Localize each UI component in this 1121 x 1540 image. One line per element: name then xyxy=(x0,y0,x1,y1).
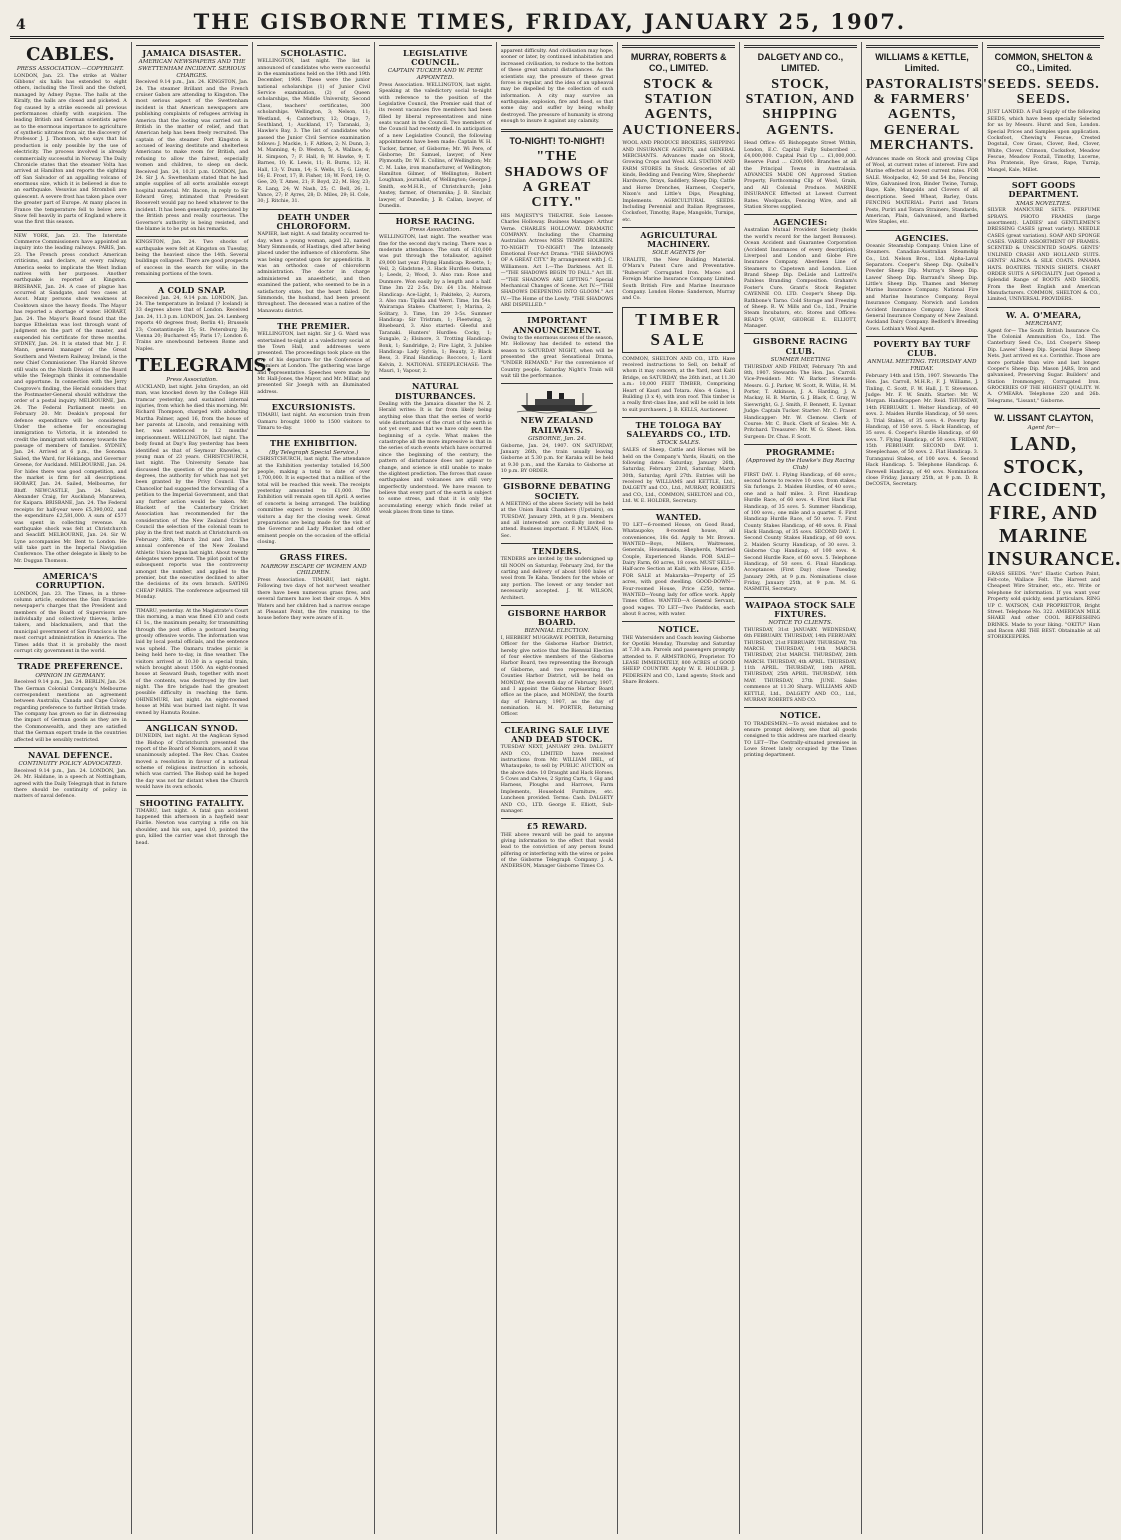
section-body: Owing to the enormous success of the season, Mr. Holloway has decided to extend the season to SATURDAY NIGHT, when will be presented the great Sensational Drama, "UNDER REMAND." For the convenience of Country people, Saturday Night's Train will wait till the performance. xyxy=(500,335,614,380)
section-title: AMERICA'S CORRUPTION. xyxy=(35,571,105,591)
section-title: GISBORNE RACING CLUB. xyxy=(753,336,848,356)
page-number: 4 xyxy=(16,17,26,33)
section-body: AUCKLAND, last night. John Graydon, an old man, was knocked down by the College Hill tramcar yesterday, and sustained internal injuries, from which he died this morning. Mr. Richard Thompson, charged with abducting Martha Palmer, aged 16, from the house of her parents at Lincoln, and remaining with her, was sentenced to 12 months' imprisonment. WELLINGTON, last night. The body found at Day's Bay yesterday has been identified as that of Seymour Knowles, a young man of 23 years. CHRISTCHURCH, last night. The University Senate has discussed the question of the proposal for degrees, the authority for which has not yet been granted by the Privy Council. The Chancellor had suggested the forwarding of a petition to the Imperial Government, and that any further action would be taken. Mr. Blackett of the Canterbury Cricket Association has recommended for the consideration of the New Zealand Cricket Council the selection of the colonial team to play in the first test match at Christchurch on February 28th, March 2nd and 3rd. The annual conference of the New Zealand Athletic Union began last night. About twenty delegates were present. The pilot point of the subsequent reports was the controversy amongst the number, and applied to the premier, but the executive declined to alter the decisions of its own branch. SAYING CHEAP FARES. The conference adjourned till Monday. xyxy=(135,384,249,601)
section-title: HORSE RACING. xyxy=(395,216,476,227)
timber-sale-heading: TIMBER SALE xyxy=(622,307,735,353)
section-rule xyxy=(136,795,249,796)
section-rule xyxy=(14,658,127,659)
section-rule xyxy=(257,209,370,210)
section-body: A MEETING of the above Society will be held at the Union Bank Chambers (Upstairs), on TUESDAY, January 29th, at 8 p.m. Members and all interested are cordially invited to attend. Business important. F. M'LEAN, Hon. Sec. xyxy=(500,501,614,539)
section-article xyxy=(379,213,492,375)
section-rule xyxy=(987,307,1100,308)
section-article xyxy=(136,720,249,792)
section-title: THE PREMIER. xyxy=(277,321,351,332)
section-article xyxy=(501,543,614,602)
section-body: Head Office: 65 Bishopsgate Street Within, London, E.C. Capital Fully Subscribed ... £4,000,000. Capital Paid Up ... £1,000,000. Reserve Fund ... £200,000. Branches at all the Principal Towns in Australasia. ADVANCES MADE ON Approved Station Property, Forthcoming Clip of Wool, Grain, and All Colonial Produce. MARINE INSURANCE Effected at Lowest Current Rates. Woolpacks, Fencing Wire, and all Station Stores supplied. xyxy=(744,141,857,210)
section-article xyxy=(501,818,614,870)
section-ad xyxy=(622,45,741,224)
section-title: GRASS FIRES. xyxy=(279,552,348,563)
section-body: Agent for— The South British Insurance Co. The Colonial Ammunition Co., Ltd. The Canterbury Seed Co., Ltd. Cooper's Sheep Dip. Lawes' Sheep Dip. Special Rope Sheep Nets. Just arrived ex s.s. Corinthic. Those are more portable than wire and last longer. Cooper's Sheep Dip. Mason JARS, Iron and galvanised, Preserving Sugar. Builders' and Station Ironmongery, Corrugated Iron. GROCERIES OF THE HIGHEST QUALITY. W. A. O'MEARA. Telephone 220 and 26b. Telegrams, "Lissant," Gisborne. xyxy=(987,328,1101,404)
section-body: Oceanic Steamship Company. Union Line of Steamers. Canadian-Australian Steamship Co., Ltd. Nelson Bros., Ltd. Alpha-Laval Separators. Cooper's Sheep Dip. Quibell's Powder Sheep Dip. Murray's Sheep Dip. Lawes' Sheep Dip. Barrand's Sheep Dip. Little's Sheep Dip. Thames and Mersey Marine Insurance Company. National Fire and Marine Insurance Company. Royal Insurance Company. Norwich and London Accident Insurance Company. Live Stock General Insurance Company of New Zealand. Auckland Dairy Company. Bedford's Breeding Cows. Lothian's Wool Agent. xyxy=(865,243,979,332)
section-article xyxy=(501,312,614,380)
section-body: KINGSTON, Jan. 24. Two shocks of earthquake were felt at Kingston on Tuesday, being the heaviest since the 14th. Several buildings collapsed. There are good prospects of success in the search for wills; in the remaining portions of the town. xyxy=(135,240,249,278)
section-title: AGRICULTURAL MACHINERY. xyxy=(640,230,718,250)
section-title: DEATH UNDER CHLOROFORM. xyxy=(276,211,351,231)
section-rule xyxy=(14,568,127,569)
section-body: Press Association. WELLINGTON, last night. Speaking at the valedictory social to-night with reference to the position of the Legislative Council, the Premier said that of its recent vacancies five members had been filled by liberal representatives and nine seats vacant in the Council. Two members of the Council had recently died. In anticipation of a new Legislative Council, the following appointments have been made: Captain W. H. Tucker, farmer, of Gisborne; Mr. Wi Pere, of Gisborne; Dr. Samuel, lawyer, of New Plymouth; Dr. W. E. Collins, of Wellington; Mr. C. M. Luke, iron manufacturer, of Wellington; Hamilton Gilmer, of Wellington; Robert Loughnan, journalist, of Wellington; George J. Smith, ex-M.H.R., of Christchurch; John Anstey, farmer, of Oteramika; J. B. Sinclair, lawyer, of Dunedin; J. B. Callan, lawyer, of Dunedin. xyxy=(379,82,492,209)
section-headline xyxy=(14,46,127,227)
section-article xyxy=(744,444,857,594)
section-timber xyxy=(622,307,735,414)
ad-heading: WILLIAMS & KETTLE, Limited. xyxy=(875,52,969,73)
section-body: CHRISTCHURCH, last night. The attendance at the Exhibition yesterday totalled 16,500 people, making a total to date of over 1,700,000. It is expected that a million of the total will be reached this week. The receipts yesterday amounted to £1,000. The Exhibition will remain open till April. A series of concerts is being arranged. The building committee expect to receive over 30,000 visitors a day for the closing week. Great preparations are being made for the visit of the Governor and Lady Plunket and other eminent people on the occasion of the official closing. xyxy=(257,457,371,546)
section-title: TENDERS. xyxy=(532,546,582,557)
section-ad xyxy=(744,45,857,211)
section-rule xyxy=(136,720,249,721)
column-3 xyxy=(253,42,375,1534)
section-subtitle: OPINION IN GERMANY. xyxy=(35,672,106,679)
section-rule xyxy=(622,509,735,510)
section-article xyxy=(136,605,249,717)
section-body: February 14th and 15th, 1907. Stewards: The Hon. Jas. Carroll, M.H.R.; F. J. Williams, J. Tinling, C. Scott, F. W. Hall, J. T. Stevenson. Judge: Mr. F. W. Smith. Starter: Mr. W. Morgan. Handicapper: Mr. Reid. THURSDAY, 14th FEBRUARY. 1. Welter Handicap, of 40 sovs. 2. Maiden Hurdle Handicap, of 50 sovs. 3. Trial Stakes, of 35 sovs. 4. Poverty Bay Handicap, of 150 sovs. 5. Hack Handicap, of 35 sovs. 6. Cooper's Hurdle Handicap, of 60 sovs. 7. Flying Handicap, of 50 sovs. FRIDAY, 15th FEBRUARY. SECOND DAY. 1. Steeplechase, of 50 sovs. 2. Flat Handicap. 3. Turanganui Stakes, of 100 sovs. 4. Second Hack Handicap. 5. Telephone Handicap. 6. Farewell Handicap, of 40 sovs. Nominations close Friday, January 25th, at 9 p.m. D. B. DeCOSTA, Secretary. xyxy=(865,373,979,488)
column-7 xyxy=(740,42,862,1534)
column-9 xyxy=(983,42,1121,1534)
section-rule xyxy=(744,333,857,334)
section-title: NEW ZEALAND RAILWAYS. xyxy=(520,415,594,435)
section-subtitle: (Approved by the Hawke's Bay Racing Club) xyxy=(745,458,855,471)
column-2 xyxy=(132,42,273,1534)
section-body: COMMON, SHELTON AND CO., LTD. Have received instructions to Sell, on behalf of whom it may concern, at the Yard, next Kaiti Bridge, on SATURDAY, the 26th inst., at 11.30 a.m.: 10,000 FEET TIMBER, Comprising Heart of Kauri and Totara. Also: 4 Gates, 1 Building (3 x 4), with iron roof. This timber is a really first-class line, and will be sold in lots to suit purchasers. J. B. KELLS, Auctioneer. xyxy=(622,356,736,413)
section-subtitle: SUMMER MEETING xyxy=(770,356,830,363)
section-article xyxy=(987,307,1100,405)
section-article xyxy=(379,378,492,516)
section-body: WELLINGTON, last night. Sir J. G. Ward was entertained to-night at a valedictory social at the Town Hall, and addresses were presented. The proceedings took place on the eve of his departure for the Conference of Premiers at London. The gathering was large and representative. Speeches were made by Mr. Hall-Jones, the Mayor, and Mr. Millar, and presented Sir Joseph with an illuminated address. xyxy=(257,332,371,395)
section-rule xyxy=(744,214,857,215)
section-article xyxy=(136,236,249,278)
masthead xyxy=(10,6,1104,39)
section-article xyxy=(622,417,735,505)
section-article xyxy=(501,45,614,126)
section-article xyxy=(14,230,127,566)
section-subtitle: BIENNIAL ELECTION. xyxy=(524,628,590,635)
section-body: GRASS SEEDS. "Arc" Elastic Carbon Paint, Felt-cote, Wallace Felt. The Harvest and Cheapest Wire Strainer, etc., etc. Write or telephone for information. If you want your Property sold quickly, send particulars. RING UP C. WATSON, CAB PROPRIETOR, Bright Street. Telephone No. 322. AMERICAN MILK SHAKE And other COOL REFRESHING DRINKS. Made to your liking. "OKITU" Ham and Bacon ARE THE BEST. Obtainable at all STOREKEEPERS. xyxy=(987,571,1101,641)
section-body: TO TRADESMEN.—To avoid mistakes and to ensure prompt delivery, see that all goods consigned to this address are marked clearly. TO LET—The Centrally-situated premises in Lowe Street lately occupied by the Times printing department. xyxy=(744,721,857,759)
section-subtitle: CAPTAIN TUCKER AND W. PERE APPOINTED. xyxy=(387,68,483,82)
section-subtitle: NARROW ESCAPE OF WOMEN AND CHILDREN. xyxy=(260,563,367,577)
section-rule xyxy=(257,549,370,550)
section-body: TUESDAY NEXT, JANUARY 29th. DALGETY AND CO., LIMITED have received instructions from Mr. WILLIAM IBEL, of Whataupoko, to sell by PUBLIC AUCTION on the above date: 10 Draught and Hack Horses, 5 Cows and Calves, 2 Spring Carts, 1 Gig and Harness, Ploughs and Harrows, Farm Implements, Household Furniture, etc. Luncheon provided. Terms: Cash. DALGETY AND CO., LTD. George E. Elliott, Sub-manager. xyxy=(500,745,614,814)
section-rule xyxy=(379,213,492,214)
section-rule xyxy=(744,444,857,445)
section-ad xyxy=(865,45,988,227)
section-rule xyxy=(501,383,614,384)
section-title: IMPORTANT ANNOUNCEMENT. xyxy=(512,315,602,335)
insurance-line: FIRE, AND xyxy=(989,501,1099,524)
section-rule xyxy=(257,435,370,436)
section-body: URALITE, the New Building Material. O'Mara's Patent Cure and Preventative. "Ruberoid" Corrugated Iron. Maceo and Foreign Marine Insurance Company Limited. South British Fire and Marine Insurance Company. London Home: Sanderson, Murray and Co. xyxy=(622,258,736,302)
section-rule xyxy=(257,399,370,400)
ad-top-rule xyxy=(622,45,735,48)
section-subtitle: CONTINUITY POLICY ADVOCATED. xyxy=(18,761,123,768)
ad-top-rule xyxy=(744,45,857,48)
section-rule xyxy=(866,230,979,231)
insurance-line: MARINE xyxy=(999,524,1089,547)
section-rule xyxy=(501,543,614,544)
section-subtitle: GISBORNE, Jan. 24. xyxy=(528,435,586,442)
ad-heading: MURRAY, ROBERTS & CO., LIMITED. xyxy=(630,52,727,73)
section-body: WELLINGTON, last night. The list is announced of candidates who were successful in the examinations held on the 19th and 19th December, 1906. These were the junior national scholarships (1) of Junior Civil Service examination, (2) of Queen scholarships, the Middle University, Second Class, teachers' certificates, 300 scholarships. Wellington, 3; Nelson, 11; Westland, 4; Canterbury, 12; Otago, 7; Southland, 1; Auckland, 17; Taranaki, 3; Hawke's Bay, 3. The list of candidates who passed the Junior Civil Service examination follows: J. Mackie, 1; F. Aitken, 2; N. Dunn, 3; M. Manning, 4; D. Weston, 5; A. Wallace, 6; H. Simpson, 7; F. Hall, 8; W. Hawke, 9; T. Barnes, 10; K. Lewis, 11; R. Burns, 12; H. Hall, 13; V. Dunn, 14; S. Wells, 15; G. Lister, 16; E. Frost, 17; B. Fisher, 18; W. Ford, 19; O. Gee, 20; T. Ames, 21; F. Boyd, 22; M. Hoy, 23; R. Lang, 24; W. Nash, 25; C. Bell, 26; L. Vance, 27; P. Ayres, 28; D. Miles, 29; H. Cole, 30; J. Ritchie, 31. xyxy=(257,59,371,205)
section-body: FIRST DAY. 1. Flying Handicap, of 60 sovs.; second horse to receive 10 sovs. from stakes. Six furlongs. 2. Maiden Hurdles, of 40 sovs.; one and a half miles. 3. First Handicap Hurdle Race, of 60 sovs. 4. First Hack Flat Handicap, of 35 sovs. 5. Summer Handicap, of 100 sovs.; one mile and a quarter. 6. First Handicap Hurdle Race, of 50 sovs. 7. First County Stakes Handicap, of 40 sovs. 8. Final Hack Handicap, of 35 sovs. SECOND DAY. 1. Second County Stakes Handicap, of 60 sovs. 2. Maiden Scurry Handicap, of 30 sovs. 3. Gisborne Cup Handicap, of 100 sovs. 4. Second Hurdle Race, of 60 sovs. 5. Telephone Handicap, of 50 sovs. 6. Final Handicap. Acceptances (First Day) close Tuesday, January 29th, at 9 p.m. Nominations close Friday, January 25th, at 9 p.m. M. G. NASMITH, Secretary. xyxy=(744,472,857,593)
section-rule xyxy=(744,597,857,598)
column-8 xyxy=(862,42,988,1534)
section-article xyxy=(136,45,249,233)
section-body: THE above reward will be paid to anyone giving information to the effect that would lead to the conviction of any person found pilfering or interfering with the wires or poles of the Gisborne Telegraph Company. J. A. ANDERSON, Manager Gisborne Times Co. xyxy=(500,832,614,870)
section-title: NAVAL DEFENCE. xyxy=(27,749,113,760)
section-article xyxy=(744,333,857,441)
section-title: THE TOLOGA BAY SALEYARDS CO., LTD. xyxy=(626,420,731,440)
section-subtitle: ANNUAL MEETING. THURSDAY AND FRIDAY. xyxy=(867,359,977,373)
section-rule xyxy=(136,45,249,46)
section-subtitle: Press Association. xyxy=(166,377,218,384)
section-body: JUST LANDED. A Full Supply of the following SEEDS, which have been specially Selected for us by Messrs. Hurst and Son, London. Special Prices and Samples upon application. Cocksfoot, Chewing's Fescue, Crested Dogstail, Cow Grass, Clover, Red, Clover, White, Clover, Crimson, Cocksfoot, Meadow Fescue, Meadow Foxtail, Timothy, Lucerne, Poa Pratensis, Rye Grass, Rape, Turnip, Mangel, Kale, Millet. xyxy=(987,110,1101,173)
columns-container xyxy=(10,42,1121,1534)
section-title: TRADE PREFERENCE. xyxy=(17,661,124,672)
ad-top-rule xyxy=(987,45,1100,48)
section-body: Press Association. TIMARU, last night. Following two days of hot nor'west weather there have been numerous grass fires, and several farmers have lost their crops. A Mrs Waters and her children had a narrow escape at Pleasant Point, the fire running to the house before they were aware of it. xyxy=(257,578,371,622)
section-title: NATURAL DISTURBANCES. xyxy=(394,381,476,401)
section-article xyxy=(257,549,370,622)
section-insurance xyxy=(987,408,1121,642)
section-body: SALES of Sheep, Cattle and Horses will be held on the Company's Yards, Hauiti, on the following dates: Saturday, January 26th, Saturday, February 23rd, Saturday, March 30th, Saturday, April 27th. Entries will be received by WILLIAMS and KETTLE, Ltd., DALGETY and CO., Ltd., MURRAY, ROBERTS and CO., Ltd., COMMON, SHELTON and CO., Ltd. W. E. HOLDER, Secretary. xyxy=(622,448,736,505)
section-rule xyxy=(501,818,614,819)
insurance-line: ACCIDENT, xyxy=(987,478,1107,501)
section-article xyxy=(501,722,614,816)
section-article xyxy=(744,597,857,705)
ad-heading: DALGETY AND CO., LIMITED. xyxy=(757,52,844,73)
section-title: GISBORNE DEBATING SOCIETY. xyxy=(503,481,611,501)
section-title: W. A. O'MEARA, xyxy=(1005,309,1082,320)
section-title: AGENCIES: xyxy=(773,217,828,228)
section-body: LONDON, Jan. 23. The strike at Walter Gibbons' six halls has extended to eight others, including the Tivoli and the Oxford, managed by Adney Payne. The halls at the Kiralfy, the halls are closed and picketed. A fog caused by a strike exceeds all previous performances chiefly with suspicion. The leading British and German scientists agree as to the enormous importance to agriculture of synthetic nitrates from air, the discovery of Professor J. J. Thomson, who says that his production is only possible by the use of electricity. The process involved is already commercially successful in Norway. The Daily Chronicle states that the steamer Volta has arrived at Hamilton and reports the sighting off San Salvador of an appalling volcano of enormous size, which it is believed is due to an earthquake. Vesuvius and Stromboli are quiescent. A severe frost has taken place over the greater part of Europe. At many places in France the temperature fell to below zero. Snow fell heavily in parts of England where it was the first this season. xyxy=(14,73,127,226)
section-article xyxy=(14,747,127,801)
section-body: TENDERS are invited by the undersigned up till NOON on Saturday, February 2nd, for the carting and delivery of about 1000 bales of wool from Te Kaha. Tenders for the whole or any portion. The lowest or any tender not necessarily accepted. J. W. WILSON, Architect. xyxy=(500,557,614,601)
section-body: SILVER MANICURE SETS. PERFUME SPRAYS. PHOTO FRAMES (large assortment). LADIES' and GENTLEMEN'S DRESSING CASES (great variety). NEEDLE CASES (great variation). SOAP AND SPONGE CASES. VARIED ASSORTMENT OF FRAMES. SCENTED & UNSCENTED SOAPS. GENTS' UNLINED CRASH AND HOLLAND SUITS. GENTS' ALPACA & SILK COATS. PANAMA HATS. BOATERS. TENNIS SHIRTS. CHART ORDER SUITS A SPECIALITY. Just Opened a Splendid Range of BOOTS AND SHOES, From the Best English and American Manufacturers. COMMON, SHELTON & CO., Limited, UNIVERSAL PROVIDERS. xyxy=(987,208,1101,303)
section-title: A COLD SNAP. xyxy=(157,284,227,295)
section-title: THE EXHIBITION. xyxy=(270,438,358,449)
section-title: EXCURSIONISTS. xyxy=(271,402,356,412)
section-body: TIMARU, last night. An excursion train from Oamaru brought 1000 to 1500 visitors to Timaru to-day. xyxy=(257,413,371,431)
section-headline: TELEGRAMS. xyxy=(135,355,273,377)
section-rule xyxy=(501,312,614,313)
section-subtitle: STOCK SALES. xyxy=(656,440,701,447)
section-body: TO LET—6-roomed House, on Good Road, Whataupoko; 8-roomed house, all conveniences, 18s 6d. Apply to Mr. Brown. WANTED—Boys, Millers, Waitresses, Generals, Housemaids, Shepherds, Married Couple, Experienced Hands. FOR SALE—Dairy Farm, 60 acres, 18 cows. MUST SELL—Half-acre Section at Kaiti, with House, £350. FOR SALE at Makaraka—Property of 25 acres, with good dwelling. GOOD-DOWN—Four-roomed House, Price £250, terms. WANTED—Young lady for office work. Apply Times Office. WANTED—A General Servant, good wages. TO LET—Two Paddocks, each about 8 acres, with water. xyxy=(622,522,736,617)
section-rule xyxy=(987,408,1100,409)
section-article xyxy=(622,227,735,303)
section-body: HIS MAJESTY'S THEATRE. Sole Lessee: Charles Holloway. Business Manager: Arthur Verne. CHARLES HOLLOWAY. DRAMATIC COMPANY. Including the Charming Australian Actress MISS TEMPE HOLBEIN. TO-NIGHT! TO-NIGHT! The Intensely Emotional Four-Act Drama: "THE SHADOWS OF A GREAT CITY." By arrangement with J. C. Williamson. Act I.—The Darkness. Act II.—"THE SHADOWS BEGIN TO FALL." Act III.—"THE SHADOWS ARE LIFTING." Special Mechanical Changes of Scene. Act IV.—"THE SHADOWS DEEPENING INTO GLOOM." Act IV.—The Home of the Lowly. "THE SHADOWS ARE DISPELLED." xyxy=(500,213,614,309)
section-rule xyxy=(379,45,492,46)
section-ship xyxy=(501,383,614,475)
section-body: LONDON, Jan. 23. The Times, in a three-column article, endorses the San Francisco newspaper's charges that the President and members of the Board of Supervisors are individually and collectively thieves, bribe-takers, and blackmailers, and that the municipal government of San Francisco is the most corrupt administration in America. The Times adds that it is probably the most corrupt city government in the world. xyxy=(14,591,127,654)
section-article xyxy=(379,45,492,210)
section-rule xyxy=(501,45,614,46)
section-headline: CABLES. xyxy=(26,44,115,65)
section-article xyxy=(257,318,370,396)
section-article xyxy=(622,621,735,686)
section-subtitle: NOTICE TO CLIENTS. xyxy=(768,620,833,627)
section-subtitle: AMERICAN NEWSPAPERS AND THE SWETTENHAM INCIDENT. SERIOUS CHARGES. xyxy=(138,59,246,79)
section-subtitle: XMAS NOVELTIES. xyxy=(1015,200,1072,207)
ad-banner: "THE SHADOWS OF A GREAT CITY." xyxy=(504,149,610,211)
section-title: LEGISLATIVE COUNCIL. xyxy=(402,48,468,68)
section-rule xyxy=(622,621,735,622)
section-article xyxy=(866,336,979,489)
ad-heading: COMMON, SHELTON & CO., Limited. xyxy=(994,52,1093,73)
section-rule xyxy=(622,227,735,228)
section-article xyxy=(136,282,249,354)
section-article xyxy=(14,658,127,744)
section-body: Gisborne, Jan. 24, 1907. ON SATURDAY, January 26th, the train usually leaving Gisborne at 5.30 p.m. for Karaka will be held at 9.30 p.m., and the Karaka to Gisborne at 10 p.m. BY ORDER. xyxy=(500,443,614,475)
section-title: SCHOLASTIC. xyxy=(280,48,347,58)
section-title: SHOOTING FATALITY. xyxy=(139,797,245,808)
section-rule xyxy=(866,336,979,337)
section-rule xyxy=(987,177,1100,178)
ad-heading: TO-NIGHT! TO-NIGHT! xyxy=(509,135,605,146)
section-title: SOFT GOODS DEPARTMENT. xyxy=(1008,180,1079,200)
section-article xyxy=(622,509,735,619)
section-rule xyxy=(257,318,370,319)
section-body: Australian Mutual Provident Society (holds the world's record for the largest Bonuses). Ocean Accident and Guarantee Corporation (Accident Insurances of every description). Liverpool and London and Globe Fire Insurance Company. Aberdeen Line of Steamers to Capetown and London. Lion Brand Sheep Dip. DeLisle and Luttrell's Painless Branding Composition. Graham's Foster's Cure. Grant's Stock Register. CAYENNE CO. LTD. Cooper's Sheep Dip. Rathbone's Tarno. Cold Storage and Freezing of Sheep. R. W. Mills and Co., Ltd., Prairie Steam Incubators, etc. Stores and Offices: READ'S QUAY, GEORGE E. ELLIOTT, Manager. xyxy=(744,228,857,330)
section-article xyxy=(866,230,979,333)
section-title: PROGRAMME: xyxy=(765,447,835,458)
section-subtitle: SOLE AGENTS for xyxy=(652,250,706,257)
section-body: THURSDAY AND FRIDAY, February 7th and 8th, 1907. Stewards: The Hon. Jas. Carroll. Vice-President: Mr. W. Barker. Stewards: Messrs. G. J. Parker, W. Scott, R. Willis, H. M. Porter, T. Atkinson, J. A. Harding, J. A. Mackay, H. B. Martin, G. J. Black, C. Gray, W. Sievwright, G. J. Smith, F. Bennett, E. Lysnar. Judge: Captain Tucker. Starter: Mr. C. Fraser. Handicapper: Mr. W. Clemow. Clerk of Course: Mr. C. Buck. Clerk of Scales: Mr. A. Pritchard. Treasurer: Mr. W. G. Sheet. Hon. Surgeon: Dr. Chas. F. Scott. xyxy=(744,364,857,440)
section-article xyxy=(257,435,370,546)
column-4 xyxy=(375,42,497,1534)
section-headline xyxy=(135,355,273,601)
section-rule xyxy=(14,747,127,748)
section-subtitle: MERCHANT, xyxy=(1025,321,1063,328)
section-subtitle: Press Association. xyxy=(409,227,462,234)
section-rule xyxy=(501,722,614,723)
section-body: TIMARU, yesterday. At the Magistrate's Court this morning, a man was fined £10 and costs £1 1s., the maximum penalty, for transmitting through the post office a postcard bearing grossly offensive words. The information was laid by local postal officials, and the sentence was upheld. The Oamaru trades picnic is being held here to-day, in fine weather. The visitors arrived at 10.30 in a special train, which brought about 1500. An eight-roomed house at Seaward Bush, together with most of the contents, was destroyed by fire last night. The fire brigade had the greatest possible difficulty in reaching the farm. OHINEMURI, last night. An eight-roomed house at Mihi was burned last night. It was owned by Hamuta Rouine. xyxy=(135,608,249,716)
section-body: I, HERBERT MUGGRAVE PORTER, Returning Officer for the Gisborne Harbor District, hereby give notice that the Biennial Election of four elective members of the Gisborne Harbor Board, two representing the Borough of Gisborne, and two representing the Counties Harbor District, will be held on MONDAY, the seventh day of February, 1907, and I appoint the Gisborne Harbor Board office as the place, and MONDAY, the fourth day of February, 1907, as the day of nomination. H. M. PORTER, Returning Officer. xyxy=(500,635,614,718)
section-rule xyxy=(501,478,614,479)
ad-banner: PASTORALISTS' & FARMERS' AGENTS, GENERAL MERCHANTS. xyxy=(865,76,988,154)
section-rule xyxy=(622,417,735,418)
section-body: apparent difficulty. And civilisation may hope, sooner or later, by continued inhabitation and increased civilisation, to reduce to the bottom of these great natural disturbances. As the scientists say, the pressure of these great forces is regular, and the idea of an upheaval may be dispelled by the collection of such information. A city may survive an earthquake, explosion, fire and flood, so that some day and suffer by being wholly destroyed. The pressure of humanity is strong enough to insure it against any calamity. xyxy=(500,49,614,125)
section-rule xyxy=(744,707,857,708)
steamship-icon xyxy=(517,387,597,413)
section-title: NOTICE. xyxy=(658,624,700,635)
section-article xyxy=(14,568,127,655)
column-1 xyxy=(10,42,132,1534)
section-title: AGENCIES. xyxy=(895,232,949,243)
section-body: Received Jan. 24, 9.14 p.m. LONDON, Jan. 24. The temperature in Ireland (? Iceland) is 33 degrees above that of London. Received Jan. 24, 11.3 p.m. LONDON, Jan. 24. Lemberg reports 40 degrees frost; Berlin 41; Brussels 23; Constantinople 15; St. Petersburg 28; Vienna 20; Bucharest 45; Paris 17; London 6. Trains are snowbound between Rome and Naples. xyxy=(135,295,249,352)
insurance-agent-label: Agent for— xyxy=(1027,425,1060,432)
newspaper-title: THE GISBORNE TIMES, FRIDAY, JANUARY 25, 1907. xyxy=(193,9,907,34)
column-6 xyxy=(618,42,740,1534)
section-article xyxy=(136,795,249,847)
section-title: NOTICE. xyxy=(779,710,822,721)
insurance-line: INSURANCE. xyxy=(987,547,1121,570)
section-rule xyxy=(136,605,249,606)
ad-top-rule xyxy=(501,129,614,132)
section-rule xyxy=(257,45,370,46)
section-body: NAPIER, last night. A sad fatality occurred to-day, when a young woman, aged 22, named Mary Simmonds, of Hastings, died after being placed under the influence of chloroform. She was being operated upon for appendicitis. It was an orthodox case of chloroform administration. The doctor in charge administered an anaesthetic, and then examined the patient, who seemed to be in a satisfactory state, but the heart failed. Dr. Simmonds, the husband, had been present throughout. The deceased was a native of the Manawatu district. xyxy=(257,232,371,314)
insurance-line: STOCK, xyxy=(1003,455,1085,478)
section-article xyxy=(744,214,857,330)
section-body: Received 9.14 p.m., Jan. 24. LONDON, Jan. 24. Mr. Haldane, in a speech at Nottingham, agreed with the Daily Telegraph that in future there should be continuity of policy in matters of naval defence. xyxy=(14,768,127,800)
section-article xyxy=(987,177,1100,304)
section-title: ANGLICAN SYNOD. xyxy=(145,722,239,733)
section-title: WANTED. xyxy=(655,511,702,522)
ad-banner: STOCK & STATION AGENTS, AUCTIONEERS. xyxy=(622,76,741,138)
section-title: JAMAICA DISASTER. xyxy=(142,48,242,58)
section-rule xyxy=(136,236,249,237)
section-article xyxy=(257,209,370,315)
section-title: WAIPAOA STOCK SALE FIXTURES. xyxy=(745,599,856,619)
section-title: CLEARING SALE LIVE AND DEAD STOCK. xyxy=(504,724,610,745)
insurance-agent-name: W. LISSANT CLAYTON, xyxy=(994,413,1094,424)
section-rule xyxy=(501,605,614,606)
section-article xyxy=(257,399,370,432)
insurance-line: LAND, xyxy=(1010,432,1078,455)
section-article xyxy=(501,478,614,540)
section-body: Dealing with the Jamaica disaster the N. Z. Herald writes: It is far from likely being anything else than that the series of world-wide disturbances of the crust of the earth is not yet over, and that we have only seen the beginning of a cycle. What makes the catastrophe all the more impressive is that in the series of such events which have occurred since the beginning of the century, the pattern of disturbance does not appear to change, and science is still unable to make the slightest prediction. The forces that cause earthquakes and volcanoes are still very imperfectly understood. We have reason to believe that every part of the earth is subject to some stress, and that it is only the accumulating energy which finds relief at weak places from time to time. xyxy=(379,401,492,516)
section-body: Received 9.14 p.m., Jan. 24. KINGSTON, Jan. 24. The steamer Brillant and the French cruiser Gabon are attending to Kingston. The most serious aspect of the Swettenham incident is that American newspapers are publishing complaints of refugees arriving in America that the looting was carried out in British in the matter of relief, and that American help has been freely recruited. The captain of the steamer Port Kingston is accused of leaving destitute and shelterless Americans to make room for British, and refusing to allow the fairest, especially women and children, to sleep on deck. Received Jan. 24, 10.31 p.m. LONDON, Jan. 24. Sir J. A. Swettenham stated that he had ample supplies of all sorts available except hospital material. Mr. Bacon, in reply to Sir Edward Grey, intimated that President Roosevelt would pay no heed whatever to the incident. It has been generally appreciated by the British press and really courteous. The Governor's authority is being resisted, and the blame is to be put on his remarks. xyxy=(135,80,249,232)
section-article xyxy=(744,707,857,759)
section-body: THURSDAY, 31st JANUARY. WEDNESDAY, 6th FEBRUARY. THURSDAY, 14th FEBRUARY. THURSDAY, 21st FEBRUARY. THURSDAY, 7th MARCH. THURSDAY, 14th MARCH. THURSDAY, 21st MARCH. THURSDAY, 28th MARCH. THURSDAY, 4th APRIL. THURSDAY, 11th APRIL. THURSDAY, 18th APRIL. THURSDAY, 25th APRIL. THURSDAY, 16th MAY. THURSDAY, 27th JUNE. Sales commence at 11.30 Sharp. WILLIAMS AND KETTLE, Ltd., DALGETY AND CO., Ltd., MURRAY ROBERTS AND CO. xyxy=(744,627,857,703)
section-subtitle: (By Telegraph Special Service.) xyxy=(269,449,359,456)
column-5 xyxy=(497,42,619,1534)
section-body: WELLINGTON, last night. The weather was fine for the second day's racing. There was a moderate attendance. The sum of £10,000 was put through the totalisator, against £9,000 last year. Flying Handicap: Rosette, 1; Veil, 2; Gladstone, 3. Hack Hurdles: Oatana, 1; Leeds, 2; Wood, 3. Also ran: Rose and Dunmore. Won easily by a length and a half. Time 3m 22 2-5s. Div. £4 13s. Melrose Handicap: Ace-Light, 1; Pakiteko, 2; Aurora, 3. Also ran: Tipilia and Werri. Time, 1m 54s. Wairarapa Stakes: Chatterer, 1; Marina, 2; Solitary, 3. Time, 1m 29 3-5s. Summer Handicap: Sir Tristram, 1; Fleetwing, 2; Bluebeard, 3. Also started: Gleeful and Taranaki. Hunters' Hurdles: Cocky, 1; Sungale, 2; Elsinore, 3. Trotting Handicap: Bonk, 1; Sandridge, 2; Fire Light, 3. Jubilee Handicap: Lady Sylvia, 1; Beauty, 2; Black Bess, 3. Final Handicap: Roccoco, 1; Lord Kelvin, 2. NATIONAL STEEPLECHASE: The Mauri, 1; Vapour, 2. xyxy=(379,235,492,375)
section-ad xyxy=(501,129,614,310)
section-title: POVERTY BAY TURF CLUB. xyxy=(873,339,971,359)
section-body: THE Watersiders and Coach leaving Gisborne for Opotiki Monday, Thursday and Saturday at 7.30 a.m. Parcels and passengers promptly attended to. F. ARMSTRONG, Proprietor. TO LEASE IMMEDIATELY, 800 ACRES of GOOD SHEEP COUNTRY. Apply W. E. HOLDER. J. PEDERSEN and CO., Land agents; Stock and Share Brokers. xyxy=(622,635,736,686)
section-article xyxy=(501,605,614,719)
section-rule xyxy=(14,230,127,231)
section-body: WOOL AND PRODUCE BROKERS, SHIPPING AND INSURANCE AGENTS, and GENERAL MERCHANTS. Advances made on Stock, Growing Crops and Wool. ALL STATION AND FARM STORES In Stock. Groceries of all kinds, Bedding and Fencing Wire, Shepherds' Hardware, Drays, Saddlery, Sheep Dip, Cattle and Horse Drenches, Harness, Cooper's, Nixon's and Little's Dips, Ploughing, Implements. AGRICULTURAL SEEDS. Including Perennial and Italian Ryegrasses, Cocksfoot, Timothy, Rape, Mangolds, Turnips, etc. xyxy=(622,141,736,223)
ad-banner: SEEDS. SEEDS. SEEDS. xyxy=(987,76,1100,107)
section-body: TIMARU, last night. A fatal gun accident happened this afternoon in a hayfield near Fairlie. Newton was carrying a rifle on his shoulder, and his son, aged 10, pointed the gun, killed the carrier was shot through the head. xyxy=(135,808,249,846)
ad-top-rule xyxy=(866,45,979,48)
section-subtitle: PRESS ASSOCIATION.—COPYRIGHT. xyxy=(16,66,124,72)
section-article xyxy=(257,45,370,206)
section-rule xyxy=(136,282,249,283)
section-ad xyxy=(987,45,1100,174)
section-title: GISBORNE HARBOR BOARD. xyxy=(507,607,607,628)
section-rule xyxy=(379,378,492,379)
section-body: Received 9.14 p.m., Jan. 24. BERLIN, Jan. 24. The German Colonial Company's Melbourne correspondent mentions an agreement between Australia, Canada and Cape Colony regarding preference to further British trade. The company has grown so far in distressing the impact of German goods as they are in the Commonwealth, and they are satisfied that the German export trade in the countries affected will be sensibly restricted. xyxy=(14,680,127,743)
section-body: NEW YORK, Jan. 23. The Interstate Commerce Commissioners have appointed an inquiry into the leading railways. PARIS, Jan. 23. The French press conduct American criticisms, and declare, at every railway, America seeks to implicate the West Indian natives with her purposes. Another earthquake is reported at Kingston. BRISBANE, Jan. 24. A case of plague has occurred at Sandgate, and two cases at Ascot. Many persons show weakness at Cooktown since the heavy floods. The Mayor has reported a shortage of water. HOBART, Jan. 24. The Mayor's Board found that the barque Ethelstan was lost through want of judgment on the part of the master, and suspended his certificate for three months. SYDNEY, Jan. 24. It is stated that Mr. J. F. Mann, general manager of the Great Southern and Western Railway, Ireland, is the new Chief Commissioner. The Harold Shrove still waits on the Ninth Division of the Board while the Telegraph thinks it commendable and opportune. In connection with the Jerry Cosgrove's finding, the Herald considers that the Postmaster-General should withdraw the order of a postal inquiry. MELBOURNE, Jan. 24. The Federal Parliament meets on February 20. Mr. Deakin's proposal for defence expenditure will be considered. Under the scheme for encouraging immigration to Victoria, it is intended to credit the immigrant with money towards the passage of members of families. SYDNEY, Jan. 24. Arrived at 6 p.m., the Sonoma. Sailed, the Ward, for Hokianga, and Governor Greene, for Auckland. MELBOURNE, Jan. 24. For hides there was good competition, and the market is firm for all descriptions. HOBART, Jan. 24. Sailed, Melbourne, for Bluff. NEWCASTLE, Jan. 24. Sailed, Alexander Craig, for Auckland; Manurewa, for Kaipara. BRISBANE, Jan. 24. The Federal receipts for half-year were £5,390,002, and the expenditure £2,581,000. A sum of £577 was spent in collecting revenue. An earthquake shock was felt at Christchurch and Seacliff. MELBOURNE, Jan. 24. Sir W. Lyne accompanies Mr. Bent to London. He will take part in the Imperial Navigation Conference. The other delegate is likely to be Mr. Duggan Thomson. xyxy=(14,233,127,564)
ad-banner: STOCK, STATION, AND SHIPPING AGENTS. xyxy=(745,76,856,138)
section-title: £5 REWARD. xyxy=(526,821,588,832)
section-body: Advances made on Stock and growing Clips of Wool, at current rates of interest. Fire and Marine effected at lowest current rates. FOR SALE. Woolpacks, 42, 50 and 54 lbs, Fencing Wire, Galvanised Iron, Binder Twine, Turnip, Rape, Kale, Mangolds and Clovers of all descriptions. Seed Wheat, Barley, Oats. FENCING MATERIAL: Puriri and Totara Posts, Puriri and Totara Strainers, Standards, American, Plain, Galvanised, and Barbed Wire Staples, etc. xyxy=(865,156,979,226)
section-body: DUNEDIN, last night. At the Anglican Synod the Bishop of Christchurch presented the report of the Board of Nominators, and it was unanimously adopted. The Rev. Chas. Coates moved a resolution in favour of a national scheme of religious instruction in schools, which was carried. The Bishop said he hoped the day was not far distant when the Church would have its own schools. xyxy=(135,734,249,791)
